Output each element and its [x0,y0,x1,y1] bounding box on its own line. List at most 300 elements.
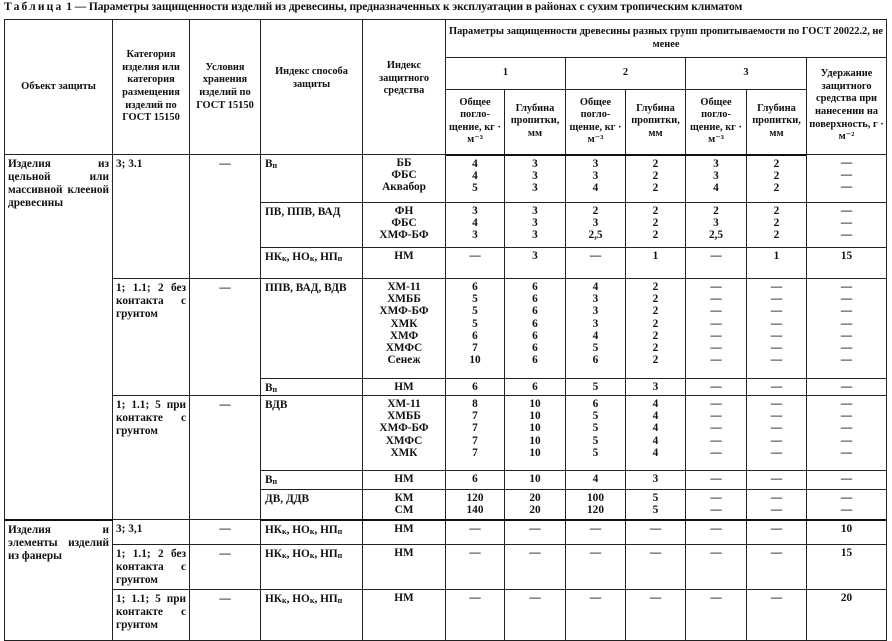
header-group-3: 3 [686,58,807,90]
value-cell [747,396,807,471]
value: 3 [532,181,538,194]
value: — [469,547,481,559]
value: 6 [532,317,538,330]
agent-index-cell [363,279,446,379]
header-method-index: Индекс способа защиты [261,20,363,155]
agent-name: ФН [394,205,414,217]
value-cell [807,203,887,248]
value: 3 [532,205,538,217]
agent-name: ХМББ [387,293,421,306]
value: 6 [532,329,538,342]
value: — [840,205,853,217]
method-index-cell: $В_п$ [261,471,363,490]
method-index-cell: ДВ, ДДВ [261,490,363,520]
value: — [840,446,853,459]
table-caption [4,1,742,13]
value: 3 [592,293,599,306]
value: — [469,522,481,535]
value: — [840,410,853,423]
category-cell: 3; 3.1 [113,155,190,279]
value-cell [566,490,626,520]
value: — [710,317,722,330]
value: 4 [652,398,659,410]
value: 2 [773,169,780,182]
value-cell [747,248,807,279]
agent-name: НМ [394,250,414,262]
value: 3 [532,217,538,230]
value: — [770,293,783,306]
value: — [529,547,541,559]
value: 5 [592,381,599,393]
table-row [5,545,887,590]
value: 5 [592,434,599,447]
value: 100 [587,492,604,504]
value: — [710,281,722,293]
agent-index-cell [363,396,446,471]
value: — [469,250,481,262]
value: 7 [472,422,478,435]
value: 2 [652,354,659,367]
value-cell [686,379,747,396]
value: 2 [592,205,599,217]
value: — [710,381,722,393]
object-cell: Изделия и элементы изделий из фанеры [5,520,113,641]
value: 7 [472,410,478,423]
value: — [840,329,853,342]
value: 3 [472,229,478,242]
header-absorption-3: Общее погло-щение, кг · м⁻³ [686,90,747,155]
value-cell [505,248,566,279]
value: 3 [532,157,538,170]
value: 3 [713,157,719,170]
value: — [710,446,722,459]
value: 4 [592,281,599,293]
value: 5 [472,293,478,306]
value: 2 [652,157,659,170]
value-cell [446,396,505,471]
value-cell [747,545,807,590]
value: — [710,354,722,367]
value: — [840,434,853,447]
value: — [770,398,783,410]
value-cell [747,379,807,396]
agent-name: ХМК [390,446,418,459]
value: 2 [652,293,659,306]
value: — [710,422,722,435]
value: 6 [532,281,538,293]
value: — [529,522,541,535]
value: 10 [529,473,541,485]
value: 5 [592,422,599,435]
method-index-cell: $НК_к$, $НО_к$, $НП_п$ [261,248,363,279]
value: — [840,473,853,485]
value: 1 [773,250,780,262]
value-cell [446,279,505,379]
agent-name: НМ [394,473,414,485]
category-cell: 1; 1.1; 5 при контакте с грунтом [113,396,190,520]
value-cell [505,590,566,641]
value: 3 [592,217,599,230]
value-cell [747,490,807,520]
method-index-cell: $НК_к$, $НО_к$, $НП_п$ [261,520,363,545]
agent-name: ХМББ [387,410,421,423]
value: 5 [472,181,478,194]
value: 4 [652,446,659,459]
value: — [840,504,853,517]
storage-cell: — [190,545,261,590]
value: 6 [532,341,538,354]
value: 10 [529,398,541,410]
storage-cell: — [190,155,261,279]
value: — [710,522,722,535]
value: 6 [532,293,538,306]
value: 4 [592,329,599,342]
value-cell [686,545,747,590]
value: 2 [652,329,659,342]
value-cell [446,471,505,490]
value: 3 [532,169,538,182]
value: 10 [529,422,541,435]
agent-index-cell [363,545,446,590]
value: — [710,504,722,517]
value-cell [566,396,626,471]
value: — [649,547,662,559]
value: 2 [652,341,659,354]
value: 10 [529,434,541,447]
value: 6 [532,381,538,393]
table-caption-number: 1 [66,1,72,13]
value: 5 [652,492,659,504]
header-group-2: 2 [566,58,686,90]
value: — [710,410,722,423]
value: — [710,329,722,342]
value: — [710,398,722,410]
header-group-1: 1 [446,58,566,90]
value-cell [505,471,566,490]
value: — [589,592,602,604]
value: 4 [472,217,478,230]
value: — [840,229,853,242]
value: — [840,317,853,330]
value: — [770,281,783,293]
value: — [770,446,783,459]
value: — [710,492,722,504]
value: — [770,473,783,485]
value: — [840,422,853,435]
value-cell [747,203,807,248]
value-cell [505,545,566,590]
storage-cell: — [190,279,261,396]
value: — [649,592,662,604]
agent-index-cell [363,520,446,545]
value: 3 [592,169,599,182]
value: 2 [652,305,659,318]
agent-name: СМ [394,504,414,517]
value: 20 [529,504,541,517]
value-cell [626,203,686,248]
agent-name: КМ [394,492,414,504]
header-category: Категория изделия или категория размещения изделий по ГОСТ 15150 [113,20,190,155]
storage-cell: — [190,590,261,641]
agent-index-cell [363,590,446,641]
category-cell: 1; 1.1; 2 без контакта с грунтом [113,279,190,396]
value: 2 [652,281,659,293]
value: — [710,547,722,559]
value-cell [807,471,887,490]
header-absorption-1: Общее погло-щение, кг · м⁻³ [446,90,505,155]
method-index-cell: ВДВ [261,396,363,471]
value-cell [807,490,887,520]
table-row [5,155,887,203]
value-cell [446,248,505,279]
value: 15 [840,547,853,559]
value-cell [566,155,626,203]
value-cell [626,490,686,520]
value: 6 [532,354,538,367]
value: 7 [472,446,478,459]
method-index-cell: ПВ, ППВ, ВАД [261,203,363,248]
value: 2 [652,229,659,242]
value: 5 [472,317,478,330]
value: — [710,592,722,604]
method-index-cell: $НК_к$, $НО_к$, $НП_п$ [261,590,363,641]
value-cell [747,155,807,203]
category-cell: 3; 3,1 [113,520,190,545]
value-cell [686,396,747,471]
value: 6 [592,354,599,367]
value: 2 [713,205,719,217]
value: — [840,305,853,318]
value: 10 [840,522,853,535]
method-index-cell: $В_п$ [261,379,363,396]
value: — [589,547,602,559]
value: 6 [592,398,599,410]
value: 5 [592,446,599,459]
value: 5 [652,504,659,517]
value: 2 [652,317,659,330]
value: 4 [713,181,719,194]
value: — [770,329,783,342]
value-cell [626,379,686,396]
value-cell [626,471,686,490]
header-agent-index: Индекс защитного средства [363,20,446,155]
value-cell [446,545,505,590]
value: — [710,293,722,306]
value: — [840,492,853,504]
value: 3 [592,317,599,330]
value-cell [807,520,887,545]
header-depth-2: Глубина пропитки, мм [626,90,686,155]
table-caption-text: — Параметры защищенности изделий из древесины, предназначенных к эксплуатации в районах с сухим тропическим климатом [74,1,743,13]
value: — [770,522,783,535]
agent-name: ХМФС [385,341,423,354]
value-cell [505,155,566,203]
value: 5 [592,410,599,423]
value: 2 [773,217,780,230]
value: — [770,317,783,330]
value: 2 [773,181,780,194]
value: 4 [652,434,659,447]
value: 140 [466,504,484,517]
value-cell [446,155,505,203]
value: 15 [840,250,853,262]
agent-name: ФБС [391,217,417,230]
header-params-group: Параметры защищенности древесины разных групп пропитываемости по ГОСТ 20022.2, не менее [446,20,887,58]
value: — [710,305,722,318]
value: 2 [773,157,780,170]
value: — [840,169,853,182]
table-row [5,520,887,545]
value: — [840,281,853,293]
value: 3 [472,205,478,217]
value-cell [566,248,626,279]
value: — [529,592,541,604]
value-cell [505,520,566,545]
value-cell [446,203,505,248]
agent-index-cell [363,203,446,248]
value-cell [626,279,686,379]
value-cell [686,490,747,520]
value-cell [505,203,566,248]
value: 7 [472,341,478,354]
value-cell [505,396,566,471]
value-cell [566,203,626,248]
value: 3 [532,250,538,262]
method-index-cell: ППВ, ВАД, ВДВ [261,279,363,379]
value: 20 [840,592,853,604]
value: 8 [472,398,478,410]
header-object: Объект защиты [5,20,113,155]
value: — [469,592,481,604]
value: — [710,341,722,354]
value: — [770,354,783,367]
value: — [840,398,853,410]
table-row [5,590,887,641]
value: 2 [773,229,780,242]
agent-name: Аквабор [382,181,426,194]
value-cell [566,590,626,641]
agent-index-cell [363,490,446,520]
value: — [840,341,853,354]
agent-name: ХМ-11 [387,281,421,293]
agent-name: НМ [394,522,414,535]
value: — [840,157,853,169]
agent-name: ХМ-11 [387,398,421,410]
value-cell [686,203,747,248]
value: — [770,341,783,354]
value: — [840,217,853,230]
agent-index-cell [363,248,446,279]
value: 6 [532,305,538,318]
value: — [840,293,853,306]
value: 2,5 [588,229,603,242]
value: 120 [587,504,604,517]
value-cell [747,520,807,545]
value-cell [686,279,747,379]
value-cell [626,590,686,641]
value-cell [566,279,626,379]
value: 3 [592,157,599,170]
value: — [770,305,783,318]
value: 2 [652,181,659,194]
value-cell [686,155,747,203]
value: 3 [532,229,538,242]
value: 10 [529,410,541,423]
value: 3 [713,169,719,182]
agent-index-cell [363,155,446,203]
value-cell [686,471,747,490]
value: 10 [469,354,481,367]
value: 3 [652,473,659,485]
table-row [5,396,887,471]
value: 2 [652,217,659,230]
value-cell [807,545,887,590]
header-absorption-2: Общее погло-щение, кг · м⁻³ [566,90,626,155]
value: 7 [472,434,478,447]
value-cell [626,520,686,545]
value: — [840,181,853,194]
agent-name: ХМФ-БФ [379,305,429,318]
value: — [770,592,783,604]
value: 3 [652,381,659,393]
value: — [710,473,722,485]
value: — [589,522,602,535]
value-cell [446,490,505,520]
value: 5 [592,341,599,354]
storage-cell: — [190,520,261,545]
value-cell [566,471,626,490]
agent-name: НМ [394,592,414,604]
value: 5 [472,305,478,318]
value-cell [747,279,807,379]
value-cell [807,396,887,471]
agent-name: ББ [396,157,412,169]
method-index-cell: $НК_к$, $НО_к$, $НП_п$ [261,545,363,590]
value-cell [626,155,686,203]
value: 4 [652,410,659,423]
object-cell: Изделия из цельной или массивной клееной древесины [5,155,113,520]
value: — [770,381,783,393]
value: 3 [592,305,599,318]
value-cell [747,471,807,490]
value: 4 [472,169,478,182]
value-cell [747,590,807,641]
value: — [710,250,722,262]
value-cell [807,379,887,396]
value: — [770,422,783,435]
value-cell [626,396,686,471]
value-cell [807,155,887,203]
value: 6 [472,329,478,342]
value-cell [446,379,505,396]
value: 120 [466,492,484,504]
value: 4 [592,473,599,485]
storage-cell: — [190,396,261,520]
value: 6 [472,381,478,393]
value: 4 [652,422,659,435]
value: 2 [773,205,780,217]
value: 2 [652,205,659,217]
value-cell [626,248,686,279]
value: — [770,547,783,559]
value-cell [505,490,566,520]
value-cell [566,520,626,545]
value: 6 [472,473,478,485]
header-depth-3: Глубина пропитки, мм [747,90,807,155]
value-cell [807,590,887,641]
value: 2 [652,169,659,182]
table-row [5,279,887,379]
